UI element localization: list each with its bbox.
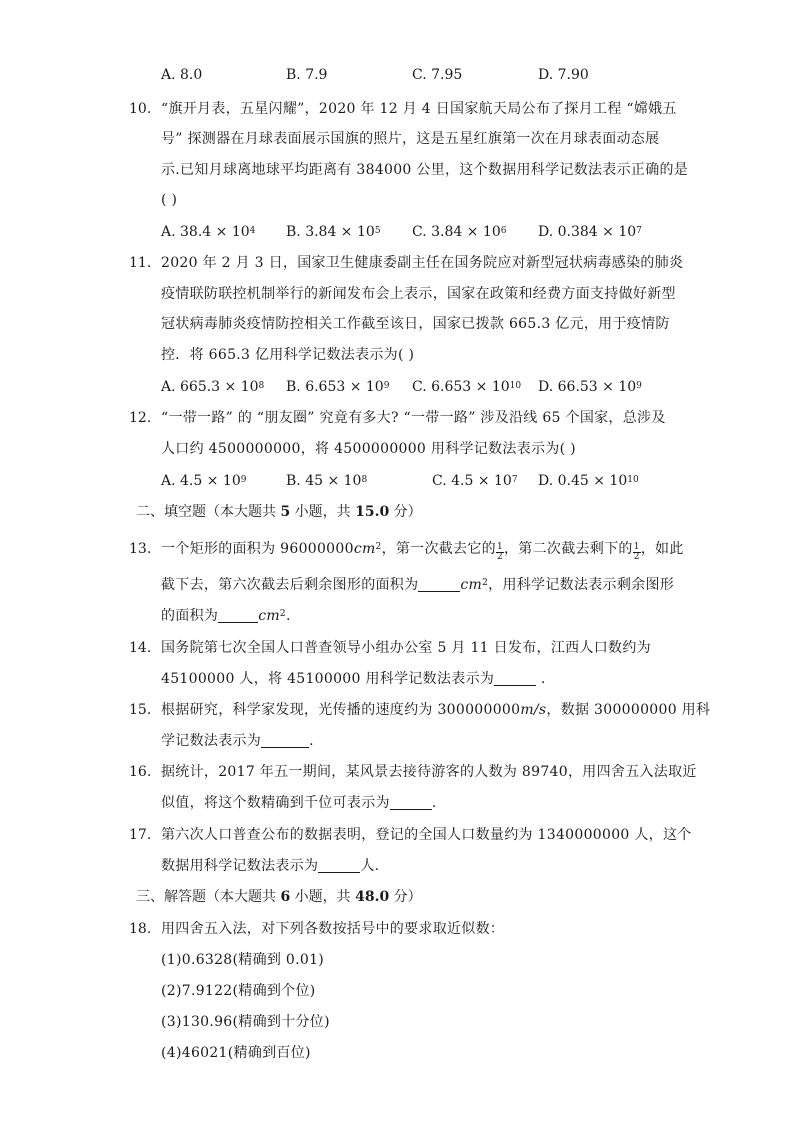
q15-l1a: 根据研究，科学家发现，光传播的速度约为 300000000 xyxy=(161,702,521,718)
q11-line-1: 2020 年 2 月 3 日，国家卫生健康委副主任在国务院应对新型冠状病毒感染的肺炎 xyxy=(161,255,684,271)
q13-l1a: 一个矩形的面积为 96000000 xyxy=(161,541,354,557)
section2-post: 分） xyxy=(389,504,422,520)
section2-pre: 二、填空题（本大题共 xyxy=(136,504,281,520)
q11-option-b-label: B. 6.653 × 10 xyxy=(286,379,384,395)
q14-l2: 45100000 人，将 45100000 用科学记数法表示为 xyxy=(161,671,495,687)
q11-options xyxy=(161,377,661,397)
q9-option-d: D. 7.90 xyxy=(538,67,589,83)
q11-option-c-label: C. 6.653 × 10 xyxy=(412,379,510,395)
q12-option-c-exp: 7 xyxy=(511,475,518,485)
section2-mid: 小题，共 xyxy=(290,504,356,520)
q11-number: 11. xyxy=(129,255,152,271)
q16-tail: . xyxy=(431,795,437,811)
q10-option-b xyxy=(286,222,381,244)
q13-line-1 xyxy=(161,539,684,562)
q14-tail: . xyxy=(536,671,546,687)
q13-line-3 xyxy=(161,606,291,628)
q12-option-b xyxy=(286,471,367,493)
q12-option-b-label: B. 45 × 10 xyxy=(286,473,362,489)
q13-l1b: ，第一次截去它的 xyxy=(381,541,496,557)
q10-option-c-exp: 6 xyxy=(500,226,507,236)
q10-option-b-exp: 5 xyxy=(374,226,381,236)
q15-l2b: . xyxy=(309,733,314,749)
q17-line-1: 第六次人口普查公布的数据表明，登记的全国人口数量约为 1340000000 人，这个 xyxy=(161,827,692,843)
section2-count: 5 xyxy=(280,504,291,520)
q10-options xyxy=(161,222,661,242)
q15-l1b: ，数据 300000000 用科 xyxy=(546,702,711,718)
q11-line-4: 控．将 665.3 亿用科学记数法表示为( ) xyxy=(161,347,415,363)
section3-pre: 三、解答题（本大题共 xyxy=(136,889,281,905)
q12-option-c-label: C. 4.5 × 10 xyxy=(432,473,512,489)
q15-answer-blank[interactable] xyxy=(261,733,309,748)
q14-line-2 xyxy=(161,669,546,689)
q18-item-2: (2)7.9122(精确到个位) xyxy=(161,983,316,999)
q13-l2a: 截下去，第六次截去后剩余图形的面积为 xyxy=(161,577,419,593)
q17-tail: 人. xyxy=(360,858,380,874)
q10-option-b-label: B. 3.84 × 10 xyxy=(286,224,375,240)
q18-stem: 用四舍五入法，对下列各数按括号中的要求取近似数： xyxy=(161,921,505,937)
q9-option-a: A. 8.0 xyxy=(161,67,203,83)
q12-options xyxy=(161,471,661,491)
q12-option-c xyxy=(432,471,518,493)
q10-option-d-label: D. 0.384 × 10 xyxy=(538,224,637,240)
q10-option-a-label: A. 38.4 × 10 xyxy=(161,224,250,240)
q14-line-1: 国务院第七次全国人口普查领导小组办公室 5 月 11 日发布，江西人口数约为 xyxy=(161,640,651,656)
q11-option-a xyxy=(161,377,264,399)
q11-option-c-exp: 10 xyxy=(509,381,522,391)
q13-unit-2: cm xyxy=(460,577,483,593)
q15-l2a: 学记数法表示为 xyxy=(161,733,262,749)
q10-line-1: “旗开月表，五星闪耀”，2020 年 12 月 4 日国家航天局公布了探月工程 “嫦娥五 xyxy=(161,101,677,117)
q13-unit-1-exp: 2 xyxy=(375,542,382,552)
section-fill-in-title xyxy=(136,502,422,522)
q12-option-a-label: A. 4.5 × 10 xyxy=(161,473,241,489)
q13-frac2-num: 1 xyxy=(633,542,640,552)
q10-line-3: 示.已知月球离地球平均距离有 384000 公里，这个数据用科学记数法表示正确的是 xyxy=(161,162,689,178)
q10-option-c-label: C. 3.84 × 10 xyxy=(412,224,501,240)
q13-unit-3: cm xyxy=(258,608,280,624)
q11-option-d-exp: 9 xyxy=(636,381,642,391)
section-answer-title xyxy=(136,887,422,907)
q14-number: 14. xyxy=(129,640,152,656)
q16-line-2 xyxy=(161,793,437,813)
q18-item-3: (3)130.96(精确到十分位) xyxy=(161,1014,330,1030)
q17-answer-blank[interactable] xyxy=(318,858,360,873)
q13-unit-3-exp: 2 xyxy=(279,609,286,619)
q10-line-2: 号” 探测器在月球表面展示国旗的照片，这是五星红旗第一次在月球表面动态展 xyxy=(161,131,660,147)
q10-option-d-exp: 7 xyxy=(636,226,642,236)
q17-number: 17. xyxy=(129,827,152,843)
q11-option-a-label: A. 665.3 × 10 xyxy=(161,379,259,395)
q9-option-c: C. 7.95 xyxy=(412,67,463,83)
q12-option-b-exp: 8 xyxy=(361,475,368,485)
q13-unit-1: cm xyxy=(353,541,376,557)
q11-option-d-label: D. 66.53 × 10 xyxy=(538,379,637,395)
q16-l2: 似值，将这个数精确到千位可表示为 xyxy=(161,795,390,811)
q12-option-d-label: D. 0.45 × 10 xyxy=(538,473,628,489)
q18-item-1: (1)0.6328(精确到 0.01) xyxy=(161,952,325,968)
q11-option-a-exp: 8 xyxy=(258,381,265,391)
q15-line-1 xyxy=(161,700,710,720)
q11-option-b-exp: 9 xyxy=(383,381,390,391)
q14-answer-blank[interactable] xyxy=(494,671,536,686)
q9-option-b: B. 7.9 xyxy=(286,67,328,83)
q13-answer-blank-2[interactable] xyxy=(218,608,258,623)
q16-answer-blank[interactable] xyxy=(390,795,432,810)
q12-number: 12. xyxy=(129,410,152,426)
section3-post: 分） xyxy=(389,889,422,905)
q13-line-2 xyxy=(161,575,674,597)
q16-line-1: 据统计，2017 年五一期间，某风景去接待游客的人数为 89740，用四舍五入法取近 xyxy=(161,764,697,780)
q16-number: 16. xyxy=(129,764,152,780)
q11-option-c xyxy=(412,377,521,399)
q13-number: 13. xyxy=(129,541,152,557)
q13-frac1-den: 2 xyxy=(496,552,503,562)
q11-line-2: 疫情联防联控机制举行的新闻发布会上表示，国家在政策和经费方面支持做好新型 xyxy=(161,286,676,302)
q13-l3b: . xyxy=(285,608,291,624)
q12-option-d xyxy=(538,471,639,493)
q17-line-2 xyxy=(161,856,379,876)
q12-option-d-exp: 10 xyxy=(627,475,639,485)
q13-fraction-2 xyxy=(633,543,641,562)
q15-unit: m/s xyxy=(520,702,547,718)
q13-l1d: ，如此 xyxy=(640,541,684,557)
q13-answer-blank-1[interactable] xyxy=(418,577,460,592)
q10-option-c xyxy=(412,222,506,244)
q13-fraction-1 xyxy=(496,543,504,562)
q10-number: 10. xyxy=(129,101,152,117)
q11-line-3: 冠状病毒肺炎疫情防控相关工作截至该日，国家已拨款 665.3 亿元，用于疫情防 xyxy=(161,316,670,332)
q13-l1c: ，第二次截去剩下的 xyxy=(504,541,633,557)
q15-line-2 xyxy=(161,731,314,751)
q10-option-a-exp: 4 xyxy=(249,226,256,236)
q13-l3a: 的面积为 xyxy=(161,608,219,624)
section3-score: 48.0 xyxy=(355,889,390,905)
q9-options xyxy=(161,65,661,85)
q11-option-d xyxy=(538,377,642,399)
q13-frac1-num: 1 xyxy=(496,542,503,552)
q13-frac2-den: 2 xyxy=(633,552,640,562)
q12-line-1: “一带一路” 的 “朋友圈” 究竟有多大? “一带一路” 涉及沿线 65 个国家，总涉及 xyxy=(161,410,666,426)
q13-l2b: ，用科学记数法表示剩余图形 xyxy=(488,577,675,593)
q13-unit-2-exp: 2 xyxy=(482,578,489,588)
section3-mid: 小题，共 xyxy=(290,889,356,905)
q12-option-a xyxy=(161,471,246,493)
q10-line-4: ( ) xyxy=(161,192,178,208)
q18-item-4: (4)46021(精确到百位) xyxy=(161,1045,311,1061)
section2-score: 15.0 xyxy=(355,504,390,520)
q10-option-a xyxy=(161,222,255,244)
q10-option-d xyxy=(538,222,642,244)
q17-l2: 数据用科学记数法表示为 xyxy=(161,858,319,874)
q12-line-2: 人口约 4500000000，将 4500000000 用科学记数法表示为( ) xyxy=(161,441,576,457)
section3-count: 6 xyxy=(280,889,291,905)
q15-number: 15. xyxy=(129,702,152,718)
q18-number: 18. xyxy=(129,921,152,937)
q12-option-a-exp: 9 xyxy=(240,475,247,485)
q11-option-b xyxy=(286,377,389,399)
